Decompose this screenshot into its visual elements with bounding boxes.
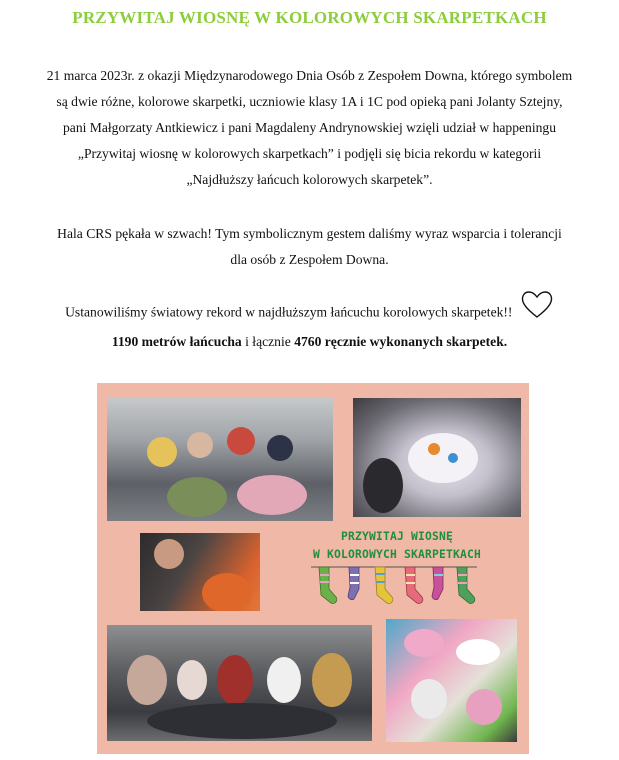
kids-table-photo: [353, 398, 521, 517]
intro-line: „Przywitaj wiosnę w kolorowych skarpetkach” i podjęli się bicia rekordu w kategorii: [77, 146, 542, 161]
intro-line: są dwie różne, kolorowe skarpetki, uczniowie klasy 1A i 1C pod opieką pani Jolanty Sztejny,: [56, 94, 563, 109]
intro-line: 21 marca 2023r. z okazji Międzynarodowego Dnia Osób z Zespołem Downa, którego symbolem: [46, 68, 573, 83]
hall-paragraph: [10, 221, 609, 273]
socks-clothesline-icon: [311, 563, 477, 607]
kids-closeup-photo: [140, 533, 260, 611]
socks-count: 4760 ręcznie wykonanych skarpetek.: [294, 334, 508, 349]
record-line: [10, 298, 609, 329]
group-photo-arms-up: [107, 625, 372, 741]
intro-line: pani Małgorzaty Antkiewicz i pani Magdaleny Andrynowskiej wzięli udział w happeningu: [62, 120, 557, 135]
intro-paragraph: [10, 63, 609, 193]
record-summary: [10, 329, 609, 355]
group-photo-hall: [107, 397, 333, 521]
intro-line: „Najdłuższy łańcuch kolorowych skarpetek”.: [186, 172, 433, 187]
record-text: Ustanowiliśmy światowy rekord w najdłuższym łańcuchu korolowych skarpetek!!: [65, 304, 513, 320]
record-paragraph: [10, 298, 609, 355]
caption-line: W KOLOROWYCH SKARPETKACH: [312, 548, 482, 561]
page-title: PRZYWITAJ WIOSNĘ W KOLOROWYCH SKARPETKACH: [72, 8, 547, 27]
photo-collage: [97, 383, 529, 754]
caption-line: PRZYWITAJ WIOSNĘ: [340, 530, 454, 543]
heart-outline-icon: [520, 288, 554, 329]
record-connector: i łącznie: [241, 334, 295, 349]
chain-length: 1190 metrów łańcucha: [111, 334, 242, 349]
hall-line: Hala CRS pękała w szwach! Tym symbolicznym gestem daliśmy wyraz wsparcia i tolerancji: [57, 226, 562, 241]
socks-feet-photo: [386, 619, 517, 742]
collage-caption: [277, 528, 517, 564]
hall-line: dla osób z Zespołem Downa.: [230, 252, 389, 267]
